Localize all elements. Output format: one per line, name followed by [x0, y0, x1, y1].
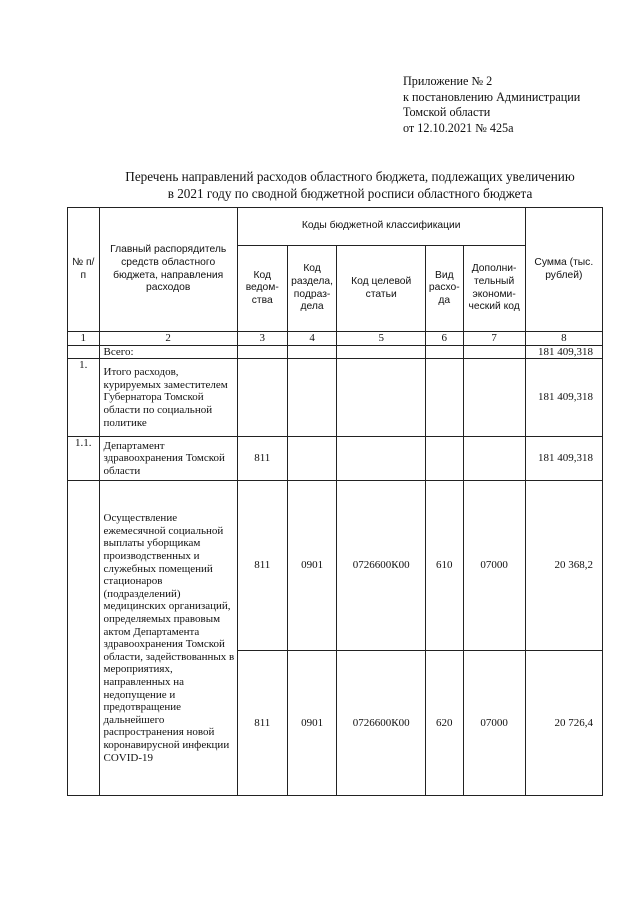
col-number-1: 1: [68, 332, 100, 346]
appendix-line-1: Приложение № 2: [403, 74, 493, 88]
table-row: [68, 481, 603, 651]
detail-dept-code: 811: [237, 651, 287, 796]
col-number-8: 8: [525, 332, 602, 346]
detail-exp-type: 620: [425, 651, 463, 796]
appendix-line-2: к постановлению Администрации: [403, 89, 581, 104]
total-row: [68, 345, 603, 359]
detail-target-code: 0726600К00: [337, 651, 425, 796]
total-label: Всего:: [99, 345, 237, 359]
col-number-3: 3: [237, 332, 287, 346]
row-dept-code: 811: [237, 437, 287, 481]
header-exp-type: Вид расхо-да: [425, 246, 463, 332]
detail-target-code: 0726600К00: [337, 481, 425, 651]
detail-section-code: 0901: [287, 481, 337, 651]
col-number-2: 2: [99, 332, 237, 346]
table-row: [68, 359, 603, 437]
header-num: № п/п: [68, 208, 100, 332]
col-number-6: 6: [425, 332, 463, 346]
detail-sum: 20 726,4: [525, 651, 602, 796]
header-section-code: Код раздела, подраз-дела: [287, 246, 337, 332]
row-sum: 181 409,318: [525, 359, 602, 437]
appendix-line-4: от 12.10.2021 № 425а: [403, 120, 514, 135]
header-name: Главный распорядитель средств областного бюджета, направления расходов: [99, 208, 237, 332]
document-title: [60, 168, 640, 202]
detail-section-code: 0901: [287, 651, 337, 796]
detail-econ-code: 07000: [463, 651, 525, 796]
budget-table-wrapper: [67, 207, 603, 796]
detail-econ-code: 07000: [463, 481, 525, 651]
detail-sum: 20 368,2: [525, 481, 602, 651]
appendix-block: [403, 74, 580, 136]
title-line-1: Перечень направлений расходов областного бюджета, подлежащих увеличению: [125, 169, 575, 184]
budget-table: [67, 207, 603, 796]
total-sum: 181 409,318: [525, 345, 602, 359]
row-name: Департамент здравоохранения Томской области: [99, 437, 237, 481]
appendix-line-3: Томской области: [403, 105, 491, 119]
detail-dept-code: 811: [237, 481, 287, 651]
column-number-row: [68, 332, 603, 346]
detail-exp-type: 610: [425, 481, 463, 651]
row-name: Итого расходов, курируемых заместителем Губернатора Томской области по социальной политике: [99, 359, 237, 437]
row-num: 1.: [68, 359, 100, 437]
col-number-5: 5: [337, 332, 425, 346]
col-number-4: 4: [287, 332, 337, 346]
header-target-code: Код целевой статьи: [337, 246, 425, 332]
table-row: [68, 437, 603, 481]
row-sum: 181 409,318: [525, 437, 602, 481]
merged-expense-name: Осуществление ежемесячной социальной выплаты уборщикам производственных и служебных помещений стационаров (подразделений) медицинских организаций, определяемых правовым актом Департамента здравоохранения Томской области, задействованных в мероприятиях, направленных на недопущение и предотвращение дальнейшего распространения новой коронавирусной инфекции COVID-19: [99, 481, 237, 796]
header-codes-group: Коды бюджетной классификации: [237, 208, 525, 246]
row-num: 1.1.: [68, 437, 100, 481]
header-econ-code: Дополни-тельный экономи-ческий код: [463, 246, 525, 332]
header-sum: Сумма (тыс. рублей): [525, 208, 602, 332]
header-dept-code: Код ведом-ства: [237, 246, 287, 332]
col-number-7: 7: [463, 332, 525, 346]
title-line-2: в 2021 году по сводной бюджетной росписи областного бюджета: [167, 186, 533, 201]
